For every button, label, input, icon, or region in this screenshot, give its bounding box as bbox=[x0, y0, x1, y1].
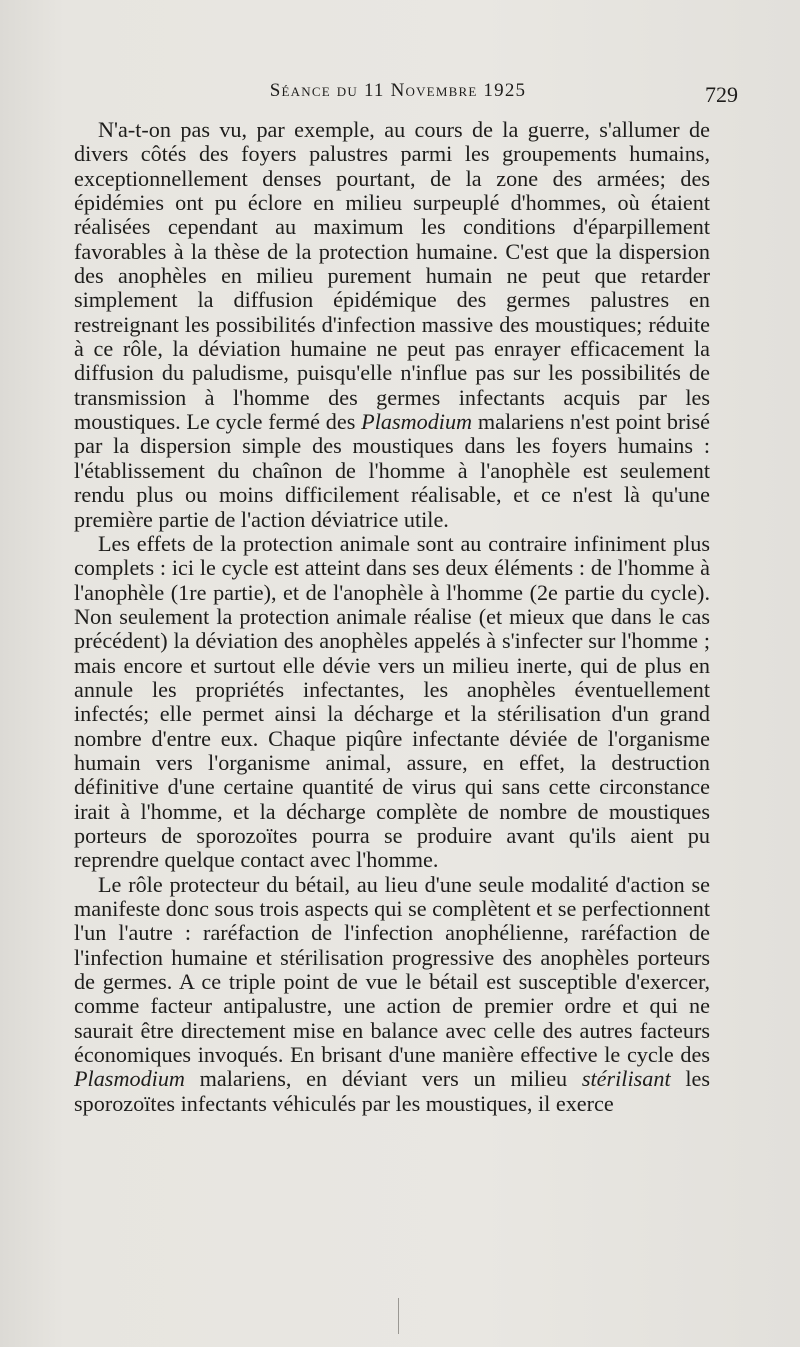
italic-term: Plasmodium bbox=[74, 1066, 185, 1092]
gutter-mark bbox=[398, 1298, 399, 1334]
paragraph-1 bbox=[74, 118, 710, 532]
text-segment: malariens n'est point brisé par la dispersion simple des moustiques dans les foyers humains : l'établissement du chaînon de l'homme à l'anophèle est seulement rendu plus ou moins difficilement réalisable, et ce n'est là qu'une première partie de l'action déviatrice utile. bbox=[74, 409, 710, 532]
text-segment: malariens, en déviant vers un milieu bbox=[184, 1066, 582, 1092]
running-head bbox=[78, 74, 738, 108]
italic-term: Plasmodium bbox=[361, 409, 473, 435]
italic-term: stérilisant bbox=[581, 1066, 671, 1092]
paragraph-3 bbox=[74, 873, 710, 1116]
header-title: Séance du 11 Novembre 1925 bbox=[269, 80, 527, 101]
text-segment: N'a-t-on pas vu, par exemple, au cours de la guerre, s'allumer de divers côtés des foyers palustres parmi les groupements humains, exceptionnellement denses pourtant, de la zone des armées; des épidémies ont pu éclore en milieu surpeuplé d'hommes, où étaient réalisées cependant au maximum les conditions d'éparpillement favorables à la thèse de la protection humaine. C'est que la dispersion des anophèles en milieu purement humain ne peut que retarder simplement la diffusion épidémique des germes palustres en restreignant les possibilités d'infection massive des moustiques; réduite à ce rôle, la déviation humaine ne peut pas enrayer efficacement la diffusion du paludisme, puisqu'elle n'influe pas sur les possibilités de transmission à l'homme des germes infectants acquis par les moustiques. Le cycle fermé des bbox=[74, 117, 710, 435]
text-segment: Les effets de la protection animale sont au contraire infiniment plus complets : ici le cycle est atteint dans ses deux éléments : de l'homme à l'anophèle (1re partie), et de l'anophèle à l'homme (2e partie du cycle). Non seulement la protection animale réalise (et mieux que dans le cas précédent) la déviation des anophèles appelés à s'infecter sur l'homme ; mais encore et surtout elle dévie vers un milieu inerte, qui de plus en annule les propriétés infectantes, les anophèles éventuellement infectés; elle permet ainsi la décharge et la stérilisation d'un grand nombre d'entre eux. Chaque piqûre infectante déviée de l'organisme humain vers l'organisme animal, assure, en effet, la destruction définitive d'une certaine quantité de virus qui sans cette circonstance irait à l'homme, et la décharge complète de nombre de moustiques porteurs de sporozoïtes pourra se produire avant qu'ils aient pu reprendre quelque contact avec l'homme. bbox=[74, 530, 710, 873]
page-number: 729 bbox=[705, 82, 738, 107]
text-segment: Le rôle protecteur du bétail, au lieu d'une seule modalité d'action se manifeste donc sous trois aspects qui se complètent et se perfectionnent l'un l'autre : raréfaction de l'infection anophélienne, raréfaction de l'infection humaine et stérilisation progressive des anophèles porteurs de germes. A ce triple point de vue le bétail est susceptible d'exercer, comme facteur antipalustre, une action de premier ordre et qui ne saurait être directement mise en balance avec celle des autres facteurs économiques invoqués. En brisant d'une manière effective le cycle des bbox=[74, 871, 710, 1068]
paragraph-2 bbox=[74, 532, 710, 873]
text-segment: les sporozoïtes infectants véhiculés par les moustiques, il exerce bbox=[74, 1066, 710, 1116]
body-text bbox=[74, 118, 710, 1116]
